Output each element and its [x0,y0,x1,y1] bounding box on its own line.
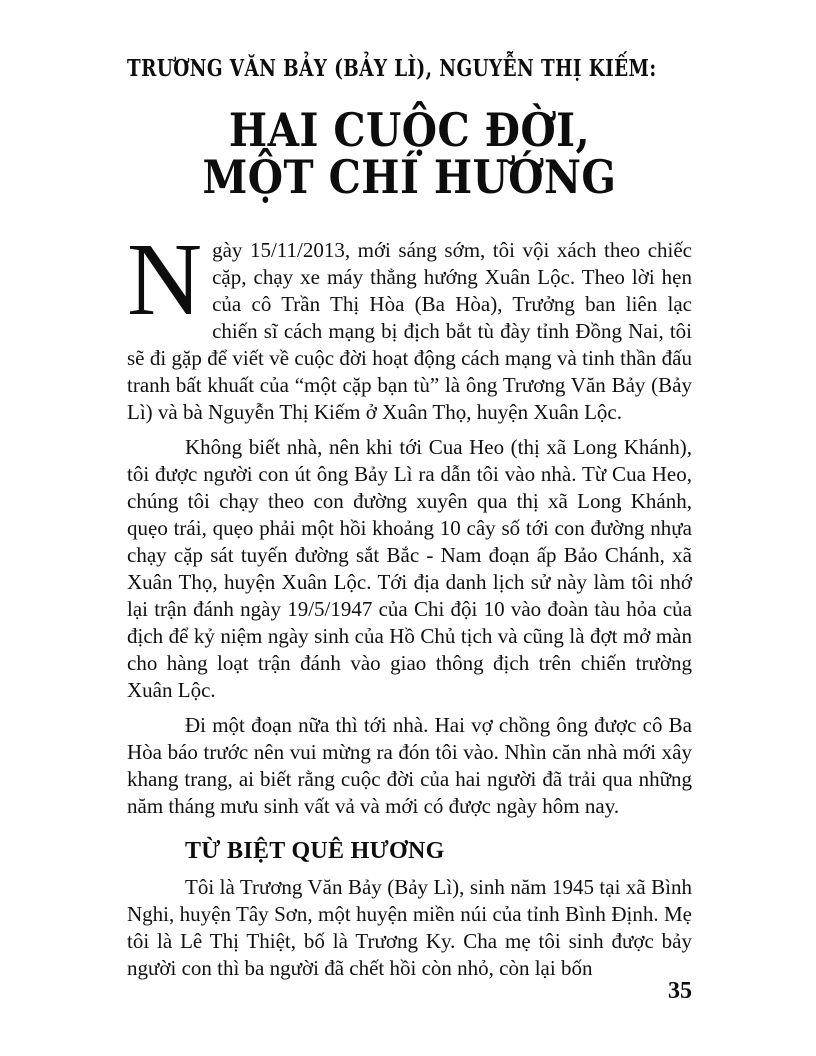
chapter-title [161,103,658,204]
section-heading: TỪ BIỆT QUÊ HƯƠNG [185,838,445,864]
opening-paragraph-text: gày 15/11/2013, mới sáng sớm, tôi vội xách theo chiếc cặp, chạy xe máy thẳng hướng Xuân Lộc. Theo lời hẹn của cô Trần Thị Hòa (Ba Hòa), Trưởng ban liên lạc chiến sĩ cách mạng bị địch bắt tù đày tỉnh Đồng Nai, tôi sẽ đi gặp để viết về cuộc đời hoạt động cách mạng và tinh thần đấu tranh bất khuất của “một cặp bạn tù” là ông Trương Văn Bảy (Bảy Lì) và bà Nguyễn Thị Kiếm ở Xuân Thọ, huyện Xuân Lộc. [127,238,692,424]
text-column [127,55,692,990]
chapter-title-line-2: MỘT CHÍ HƯỚNG [202,150,617,204]
page-number: 35 [668,978,692,1004]
opening-paragraph [127,222,692,426]
body-paragraph-2: Không biết nhà, nên khi tới Cua Heo (thị xã Long Khánh), tôi được người con út ông Bảy Lì ra dẫn tôi vào nhà. Từ Cua Heo, chúng tôi chạy theo con đường xuyên qua thị xã Long Khánh, quẹo trái, quẹo phải một hồi khoảng 10 cây số tới con đường nhựa chạy cặp sát tuyến đường sắt Bắc - Nam đoạn ấp Bảo Chánh, xã Xuân Thọ, huyện Xuân Lộc. Tới địa danh lịch sử này làm tôi nhớ lại trận đánh ngày 19/5/1947 của Chi đội 10 vào đoàn tàu hỏa của địch để kỷ niệm ngày sinh của Hồ Chủ tịch và cũng là đợt mở màn cho hàng loạt trận đánh vào giao thông địch trên chiến trường Xuân Lộc. [127,435,692,702]
body-paragraph-3: Đi một đoạn nữa thì tới nhà. Hai vợ chồng ông được cô Ba Hòa báo trước nên vui mừng ra đón tôi vào. Nhìn căn nhà mới xây khang trang, ai biết rằng cuộc đời của hai người đã trải qua những năm tháng mưu sinh vất vả và mới có được ngày hôm nay. [127,713,692,818]
body-paragraph-4: Tôi là Trương Văn Bảy (Bảy Lì), sinh năm 1945 tại xã Bình Nghi, huyện Tây Sơn, một huyện miền núi của tỉnh Bình Định. Mẹ tôi là Lê Thị Thiệt, bố là Trương Ky. Cha mẹ tôi sinh được bảy người con thì ba người đã chết hồi còn nhỏ, còn lại bốn [127,875,692,980]
body-text [127,222,692,982]
chapter-byline: TRƯƠNG VĂN BẢY (BẢY LÌ), NGUYỄN THỊ KIẾM: [127,55,657,82]
chapter-title-line-1: HAI CUỘC ĐỜI, [228,103,591,157]
drop-cap: N [127,222,203,337]
